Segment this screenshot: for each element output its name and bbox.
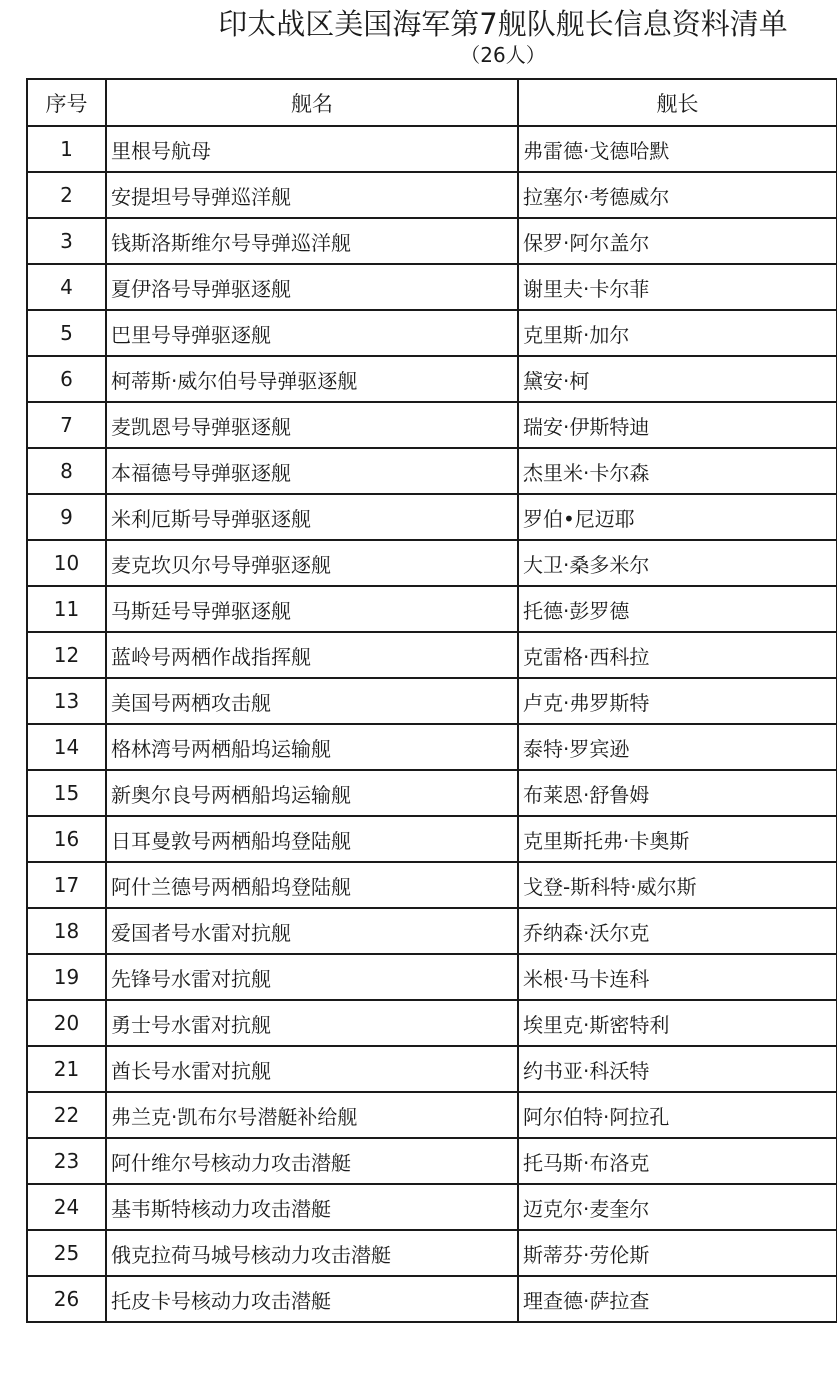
row-number: 12 bbox=[27, 632, 106, 678]
captain-name: 斯蒂芬·劳伦斯 bbox=[518, 1230, 837, 1276]
captain-name: 弗雷德·戈德哈默 bbox=[518, 126, 837, 172]
captain-name: 罗伯•尼迈耶 bbox=[518, 494, 837, 540]
captain-table bbox=[26, 78, 837, 1323]
page-subtitle: （26人） bbox=[460, 43, 546, 67]
captain-name: 布莱恩·舒鲁姆 bbox=[518, 770, 837, 816]
ship-name: 蓝岭号两栖作战指挥舰 bbox=[106, 632, 518, 678]
row-number: 1 bbox=[27, 126, 106, 172]
table-row bbox=[27, 1276, 837, 1322]
page-title: 印太战区美国海军第7舰队舰长信息资料清单 bbox=[218, 7, 788, 41]
row-number: 8 bbox=[27, 448, 106, 494]
captain-name: 约书亚·科沃特 bbox=[518, 1046, 837, 1092]
table-row bbox=[27, 770, 837, 816]
table-row bbox=[27, 1092, 837, 1138]
row-number: 4 bbox=[27, 264, 106, 310]
captain-name: 保罗·阿尔盖尔 bbox=[518, 218, 837, 264]
captain-name: 克雷格·西科拉 bbox=[518, 632, 837, 678]
ship-name: 格林湾号两栖船坞运输舰 bbox=[106, 724, 518, 770]
ship-name: 里根号航母 bbox=[106, 126, 518, 172]
table-row bbox=[27, 1230, 837, 1276]
column-header-ship-name: 舰名 bbox=[106, 79, 518, 126]
captain-name: 卢克·弗罗斯特 bbox=[518, 678, 837, 724]
table-row bbox=[27, 724, 837, 770]
table-row bbox=[27, 678, 837, 724]
ship-name: 本福德号导弹驱逐舰 bbox=[106, 448, 518, 494]
ship-name: 美国号两栖攻击舰 bbox=[106, 678, 518, 724]
ship-name: 日耳曼敦号两栖船坞登陆舰 bbox=[106, 816, 518, 862]
table-row bbox=[27, 1000, 837, 1046]
ship-name: 夏伊洛号导弹驱逐舰 bbox=[106, 264, 518, 310]
table-row bbox=[27, 908, 837, 954]
ship-name: 柯蒂斯·威尔伯号导弹驱逐舰 bbox=[106, 356, 518, 402]
row-number: 13 bbox=[27, 678, 106, 724]
ship-name: 安提坦号导弹巡洋舰 bbox=[106, 172, 518, 218]
table-row bbox=[27, 494, 837, 540]
ship-name: 米利厄斯号导弹驱逐舰 bbox=[106, 494, 518, 540]
column-header-captain: 舰长 bbox=[518, 79, 837, 126]
row-number: 11 bbox=[27, 586, 106, 632]
row-number: 21 bbox=[27, 1046, 106, 1092]
table-row bbox=[27, 954, 837, 1000]
ship-name: 托皮卡号核动力攻击潜艇 bbox=[106, 1276, 518, 1322]
table-row bbox=[27, 264, 837, 310]
table-row bbox=[27, 172, 837, 218]
table-row bbox=[27, 126, 837, 172]
captain-name: 克里斯托弗·卡奥斯 bbox=[518, 816, 837, 862]
captain-name: 泰特·罗宾逊 bbox=[518, 724, 837, 770]
row-number: 25 bbox=[27, 1230, 106, 1276]
ship-name: 麦克坎贝尔号导弹驱逐舰 bbox=[106, 540, 518, 586]
ship-name: 弗兰克·凯布尔号潜艇补给舰 bbox=[106, 1092, 518, 1138]
row-number: 17 bbox=[27, 862, 106, 908]
row-number: 19 bbox=[27, 954, 106, 1000]
ship-name: 酋长号水雷对抗舰 bbox=[106, 1046, 518, 1092]
ship-name: 阿什维尔号核动力攻击潜艇 bbox=[106, 1138, 518, 1184]
captain-name: 迈克尔·麦奎尔 bbox=[518, 1184, 837, 1230]
table-body bbox=[27, 126, 837, 1322]
row-number: 23 bbox=[27, 1138, 106, 1184]
captain-name: 杰里米·卡尔森 bbox=[518, 448, 837, 494]
captain-name: 托马斯·布洛克 bbox=[518, 1138, 837, 1184]
row-number: 22 bbox=[27, 1092, 106, 1138]
ship-name: 勇士号水雷对抗舰 bbox=[106, 1000, 518, 1046]
ship-name: 麦凯恩号导弹驱逐舰 bbox=[106, 402, 518, 448]
captain-name: 克里斯·加尔 bbox=[518, 310, 837, 356]
table-row bbox=[27, 402, 837, 448]
row-number: 2 bbox=[27, 172, 106, 218]
ship-name: 马斯廷号导弹驱逐舰 bbox=[106, 586, 518, 632]
ship-name: 阿什兰德号两栖船坞登陆舰 bbox=[106, 862, 518, 908]
ship-name: 俄克拉荷马城号核动力攻击潜艇 bbox=[106, 1230, 518, 1276]
row-number: 16 bbox=[27, 816, 106, 862]
row-number: 10 bbox=[27, 540, 106, 586]
table-row bbox=[27, 310, 837, 356]
captain-name: 瑞安·伊斯特迪 bbox=[518, 402, 837, 448]
table-row bbox=[27, 448, 837, 494]
captain-name: 托德·彭罗德 bbox=[518, 586, 837, 632]
ship-name: 爱国者号水雷对抗舰 bbox=[106, 908, 518, 954]
captain-name: 理查德·萨拉查 bbox=[518, 1276, 837, 1322]
captain-name: 大卫·桑多米尔 bbox=[518, 540, 837, 586]
column-header-number: 序号 bbox=[27, 79, 106, 126]
table-row bbox=[27, 586, 837, 632]
table-header-row bbox=[27, 79, 837, 126]
table-row bbox=[27, 1046, 837, 1092]
row-number: 24 bbox=[27, 1184, 106, 1230]
row-number: 9 bbox=[27, 494, 106, 540]
ship-name: 先锋号水雷对抗舰 bbox=[106, 954, 518, 1000]
table-row bbox=[27, 816, 837, 862]
row-number: 26 bbox=[27, 1276, 106, 1322]
captain-name: 阿尔伯特·阿拉孔 bbox=[518, 1092, 837, 1138]
ship-name: 钱斯洛斯维尔号导弹巡洋舰 bbox=[106, 218, 518, 264]
captain-name: 乔纳森·沃尔克 bbox=[518, 908, 837, 954]
captain-name: 黛安·柯 bbox=[518, 356, 837, 402]
ship-name: 基韦斯特核动力攻击潜艇 bbox=[106, 1184, 518, 1230]
row-number: 20 bbox=[27, 1000, 106, 1046]
row-number: 14 bbox=[27, 724, 106, 770]
table-row bbox=[27, 1138, 837, 1184]
row-number: 7 bbox=[27, 402, 106, 448]
captain-name: 米根·马卡连科 bbox=[518, 954, 837, 1000]
captain-name: 拉塞尔·考德威尔 bbox=[518, 172, 837, 218]
table-row bbox=[27, 862, 837, 908]
captain-name: 戈登-斯科特·威尔斯 bbox=[518, 862, 837, 908]
table-row bbox=[27, 356, 837, 402]
captain-name: 谢里夫·卡尔菲 bbox=[518, 264, 837, 310]
table-row bbox=[27, 632, 837, 678]
row-number: 6 bbox=[27, 356, 106, 402]
ship-name: 新奥尔良号两栖船坞运输舰 bbox=[106, 770, 518, 816]
table-row bbox=[27, 1184, 837, 1230]
table-row bbox=[27, 540, 837, 586]
row-number: 15 bbox=[27, 770, 106, 816]
row-number: 18 bbox=[27, 908, 106, 954]
ship-name: 巴里号导弹驱逐舰 bbox=[106, 310, 518, 356]
captain-name: 埃里克·斯密特利 bbox=[518, 1000, 837, 1046]
row-number: 3 bbox=[27, 218, 106, 264]
row-number: 5 bbox=[27, 310, 106, 356]
table-row bbox=[27, 218, 837, 264]
